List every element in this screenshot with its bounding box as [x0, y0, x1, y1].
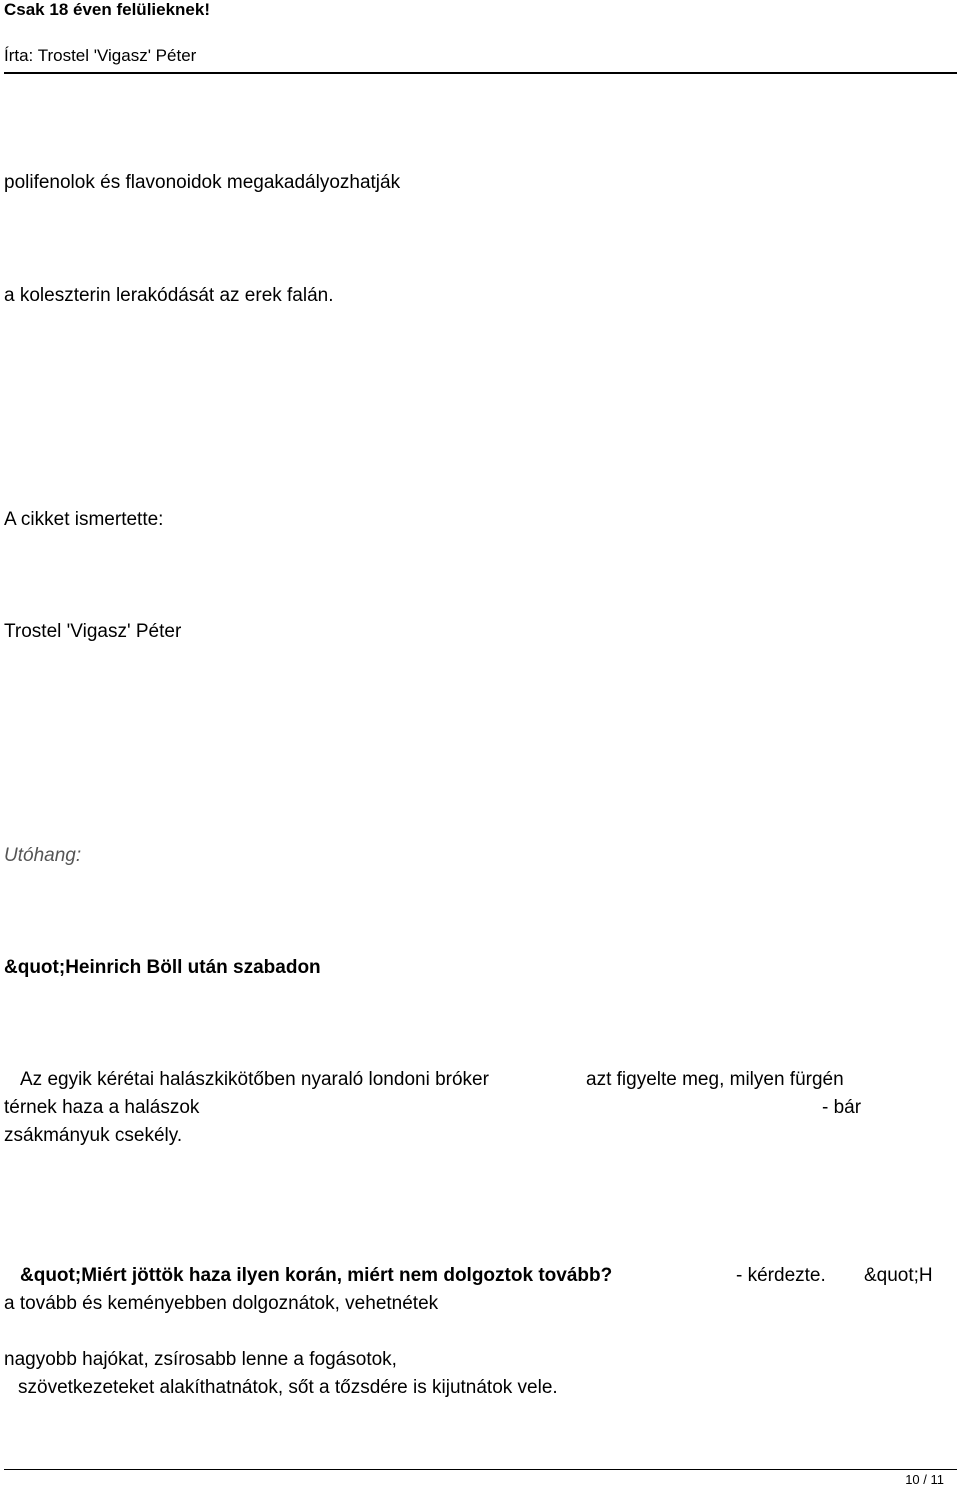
epilogue-label: Utóhang: [4, 845, 82, 866]
page-number: 10 / 11 [905, 1472, 944, 1487]
paragraph-1-line-2a: térnek haza a halászok [4, 1097, 200, 1118]
paragraph-1-line-1b: azt figyelte meg, milyen fürgén [586, 1069, 844, 1090]
reviewer-name: Trostel 'Vigasz' Péter [4, 621, 182, 642]
reviewed-by-label: A cikket ismertette: [4, 509, 164, 530]
paragraph-1-line-2b: - bár [822, 1097, 862, 1118]
header-divider [4, 72, 957, 74]
paragraph-1-line-1a: Az egyik kérétai halászkikötőben nyaraló londoni bróker [20, 1069, 489, 1090]
paragraph-1-line-3: zsákmányuk csekély. [4, 1125, 183, 1146]
footer-divider [4, 1469, 957, 1470]
reply-line-3: nagyobb hajókat, zsírosabb lenne a fogásotok, [4, 1349, 397, 1370]
question-line: &quot;Miért jöttök haza ilyen korán, miért nem dolgoztok tovább? [20, 1265, 613, 1286]
reply-line-2: a tovább és keményebben dolgoznátok, vehetnétek [4, 1293, 439, 1314]
reply-start: &quot;H [864, 1265, 933, 1286]
body-line-2: a koleszterin lerakódását az erek falán. [4, 285, 334, 306]
document-author: Írta: Trostel 'Vigasz' Péter [4, 46, 197, 65]
story-title: &quot;Heinrich Böll után szabadon [4, 957, 321, 978]
reply-line-4: szövetkezeteket alakíthatnátok, sőt a tőzsdére is kijutnátok vele. [18, 1377, 558, 1398]
document-title: Csak 18 éven felülieknek! [4, 0, 211, 19]
asked-line: - kérdezte. [736, 1265, 826, 1286]
body-line-1: polifenolok és flavonoidok megakadályozhatják [4, 172, 401, 193]
